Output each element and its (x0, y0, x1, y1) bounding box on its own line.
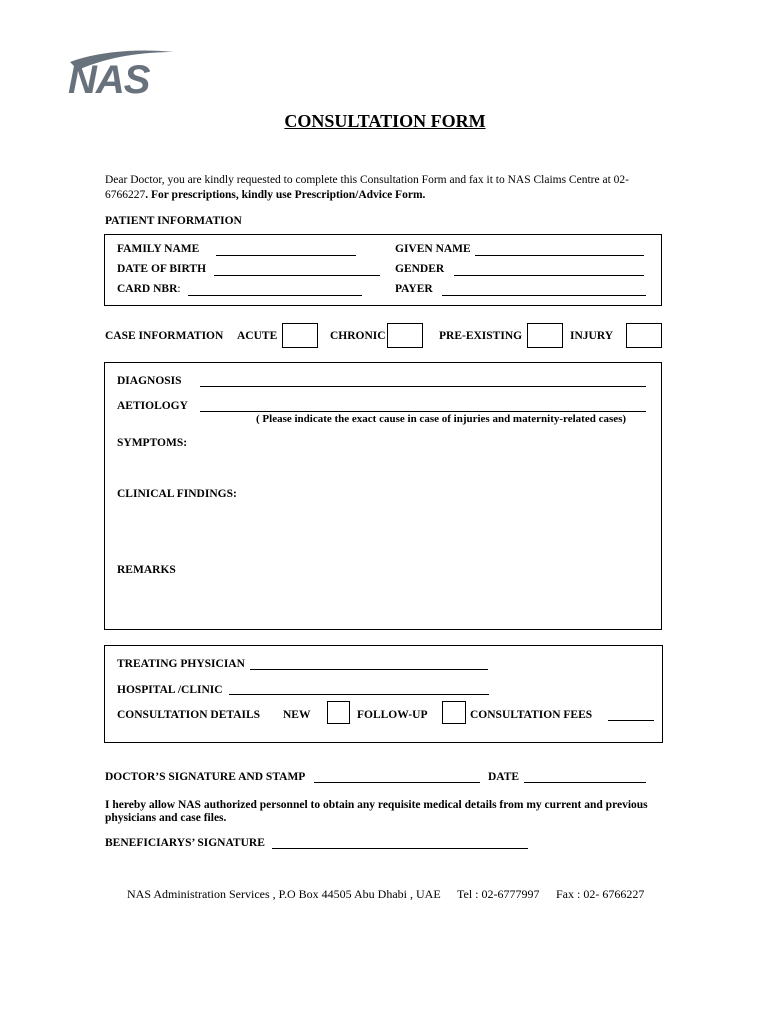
injury-label: INJURY (570, 330, 614, 342)
footer-fax: Fax : 02- 6766227 (556, 887, 645, 901)
hospital-clinic-label: HOSPITAL /CLINIC (117, 684, 223, 696)
date-field[interactable] (524, 782, 646, 783)
family-name-field[interactable] (216, 255, 356, 256)
card-nbr-label-wrap (117, 283, 181, 295)
intro-line-1: Dear Doctor, you are kindly requested to complete this Consultation Form and fax it to NAS Claims Centre at 02- (105, 174, 629, 186)
new-label: NEW (283, 709, 311, 721)
acute-checkbox[interactable] (282, 323, 318, 348)
consultation-fees-label: CONSULTATION FEES (470, 709, 593, 721)
new-checkbox[interactable] (327, 701, 350, 724)
doctor-signature-field[interactable] (314, 782, 480, 783)
case-info-label: CASE INFORMATION (105, 330, 224, 342)
doctor-signature-label: DOCTOR’S SIGNATURE AND STAMP (105, 771, 306, 783)
fax-number-tail: 6766227 (105, 189, 146, 201)
payer-label: PAYER (395, 283, 433, 295)
pre-existing-label: PRE-EXISTING (439, 330, 523, 342)
dob-label: DATE OF BIRTH (117, 263, 207, 275)
card-nbr-colon: : (177, 283, 181, 295)
payer-field[interactable] (442, 295, 646, 296)
beneficiary-signature-label: BENEFICIARYS’ SIGNATURE (105, 837, 265, 849)
remarks-label: REMARKS (117, 564, 176, 576)
card-nbr-field[interactable] (188, 295, 362, 296)
intro-line-2 (105, 189, 425, 201)
footer-address: NAS Administration Services , P.O Box 44505 Abu Dhabi , UAE (127, 887, 441, 901)
card-nbr-label: CARD NBR (117, 283, 178, 295)
beneficiary-signature-field[interactable] (272, 848, 528, 849)
aetiology-label: AETIOLOGY (117, 400, 188, 412)
chronic-label: CHRONIC (330, 330, 386, 342)
logo-text: NAS (68, 58, 150, 102)
consultation-details-label: CONSULTATION DETAILS (117, 709, 261, 721)
treating-physician-label: TREATING PHYSICIAN (117, 658, 245, 670)
consultation-fees-field[interactable] (608, 720, 654, 721)
follow-up-checkbox[interactable] (442, 701, 466, 724)
patient-info-heading: PATIENT INFORMATION (105, 215, 242, 227)
gender-field[interactable] (454, 275, 644, 276)
dob-field[interactable] (214, 275, 380, 276)
given-name-field[interactable] (475, 255, 644, 256)
aetiology-field[interactable] (200, 411, 646, 412)
diagnosis-label: DIAGNOSIS (117, 375, 182, 387)
nas-logo (66, 46, 178, 102)
given-name-label: GIVEN NAME (395, 243, 471, 255)
treating-physician-field[interactable] (250, 669, 488, 670)
gender-label: GENDER (395, 263, 445, 275)
injury-checkbox[interactable] (626, 323, 662, 348)
consent-statement: I hereby allow NAS authorized personnel to obtain any requisite medical details from my current and previous physicians and case files. (105, 799, 648, 824)
hospital-clinic-field[interactable] (229, 694, 489, 695)
family-name-label: FAMILY NAME (117, 243, 200, 255)
acute-label: ACUTE (237, 330, 278, 342)
chronic-checkbox[interactable] (387, 323, 423, 348)
form-title: CONSULTATION FORM (284, 111, 486, 131)
symptoms-label: SYMPTOMS: (117, 437, 188, 449)
follow-up-label: FOLLOW-UP (357, 709, 428, 721)
pre-existing-checkbox[interactable] (527, 323, 563, 348)
footer-tel: Tel : 02-6777997 (457, 887, 540, 901)
prescription-note: . For prescriptions, kindly use Prescription/Advice Form. (145, 189, 426, 201)
date-label: DATE (488, 771, 520, 783)
aetiology-note: ( Please indicate the exact cause in case of injuries and maternity-related cases) (256, 413, 627, 425)
clinical-findings-label: CLINICAL FINDINGS: (117, 488, 237, 500)
diagnosis-field[interactable] (200, 386, 646, 387)
